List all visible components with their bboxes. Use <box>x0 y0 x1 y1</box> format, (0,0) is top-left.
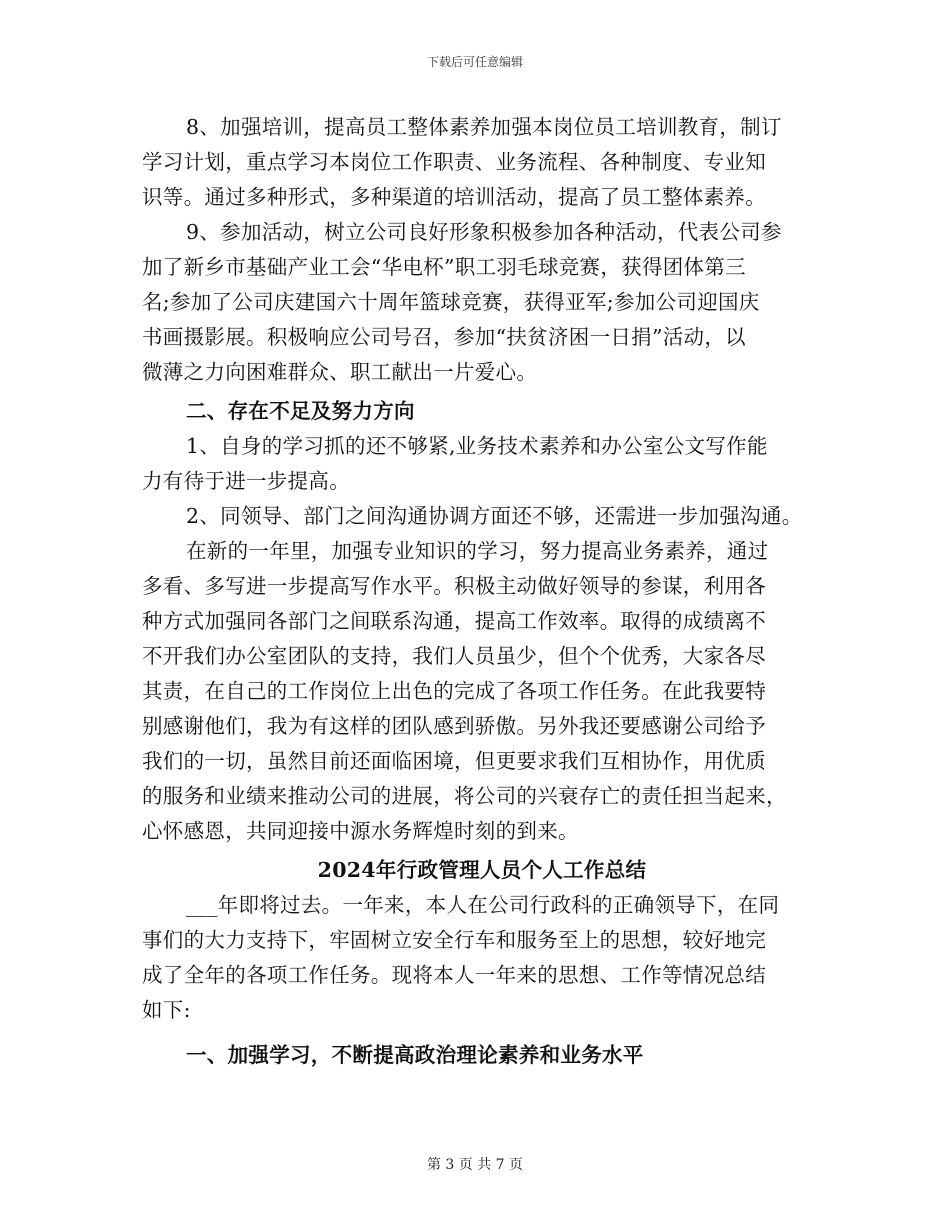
paragraph-line: 学习计划，重点学习本岗位工作职责、业务流程、各种制度、专业知 <box>142 150 766 174</box>
page-number: 第 3 页 共 7 页 <box>426 1157 524 1173</box>
section-heading: 二、存在不足及努力方向 <box>186 399 415 423</box>
section-title: 2024年行政管理人员个人工作总结 <box>317 858 647 882</box>
section-heading: 一、加强学习，不断提高政治理论素养和业务水平 <box>186 1043 644 1067</box>
paragraph-line: 书画摄影展。积极响应公司号召，参加“扶贫济困一日捐”活动，以 <box>142 325 746 349</box>
paragraph-line: 成了全年的各项工作任务。现将本人一年来的思想、工作等情况总结 <box>142 963 766 987</box>
paragraph-line: 如下: <box>142 998 191 1022</box>
paragraph-line: 心怀感恩，共同迎接中源水务辉煌时刻的到来。 <box>142 819 579 843</box>
paragraph-line: ___年即将过去。一年来，本人在公司行政科的正确领导下，在同 <box>186 893 780 917</box>
paragraph-line: 名;参加了公司庆建国六十周年篮球竞赛，获得亚军;参加公司迎国庆 <box>142 290 760 314</box>
paragraph-line: 在新的一年里，加强专业知识的学习，努力提高业务素养，通过 <box>186 539 769 563</box>
header-note: 下载后可任意编辑 <box>426 55 523 69</box>
paragraph-line: 的服务和业绩来推动公司的进展，将公司的兴衰存亡的责任担当起来， <box>142 784 787 808</box>
paragraph-line: 我们的一切，虽然目前还面临困境，但更要求我们互相协作，用优质 <box>142 749 766 773</box>
paragraph-line: 8、加强培训，提高员工整体素养加强本岗位员工培训教育，制订 <box>186 115 782 139</box>
paragraph-line: 1、自身的学习抓的还不够紧,业务技术素养和办公室公文写作能 <box>186 434 768 458</box>
paragraph-line: 事们的大力支持下，牢固树立安全行车和服务至上的思想，较好地完 <box>142 928 766 952</box>
paragraph-line: 不开我们办公室团队的支持，我们人员虽少，但个个优秀，大家各尽 <box>142 644 766 668</box>
paragraph-line: 2、同领导、部门之间沟通协调方面还不够，还需进一步加强沟通。 <box>186 504 803 528</box>
paragraph-line: 其责，在自己的工作岗位上出色的完成了各项工作任务。在此我要特 <box>142 679 766 703</box>
document-body <box>142 110 822 1073</box>
paragraph-line: 9、参加活动，树立公司良好形象积极参加各种活动，代表公司参 <box>186 220 782 244</box>
paragraph-line: 种方式加强同各部门之间联系沟通，提高工作效率。取得的成绩离不 <box>142 609 766 633</box>
paragraph-line: 微薄之力向困难群众、职工献出一片爱心。 <box>142 360 538 384</box>
paragraph-line: 别感谢他们，我为有这样的团队感到骄傲。另外我还要感谢公司给予 <box>142 714 766 738</box>
paragraph-line: 多看、多写进一步提高写作水平。积极主动做好领导的参谋，利用各 <box>142 574 766 598</box>
paragraph-line: 加了新乡市基础产业工会“华电杯”职工羽毛球竞赛，获得团体第三 <box>142 255 746 279</box>
paragraph-line: 识等。通过多种形式，多种渠道的培训活动，提高了员工整体素养。 <box>142 185 766 209</box>
paragraph-line: 力有待于进一步提高。 <box>142 469 350 493</box>
